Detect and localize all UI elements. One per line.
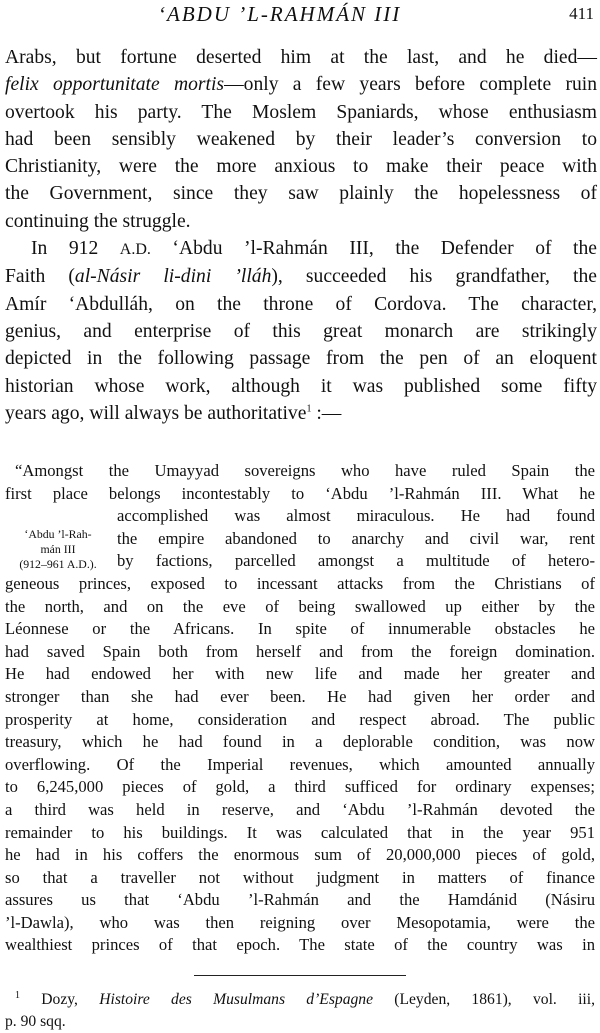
quote-line: accomplished was almost miraculous. He had found bbox=[117, 506, 595, 526]
body-text bbox=[5, 44, 597, 427]
quote-line: prosperity at home, consideration and respect abroad. The public bbox=[5, 709, 595, 729]
quote-line: overflowing. Of the Imperial revenues, which amounted annually bbox=[5, 754, 595, 774]
quote-line: treasury, which he had found in a deplorable condition, was now bbox=[5, 732, 595, 752]
quote-line: wealthiest princes of that epoch. The state of the country was in bbox=[5, 935, 595, 955]
quote-line: He had endowed her with new life and made her greater and bbox=[5, 664, 595, 684]
running-header bbox=[0, 2, 600, 28]
quote-line: so that a traveller not without judgment in matters of finance bbox=[5, 867, 595, 887]
quote-line: “Amongst the Umayyad sovereigns who have ruled Spain the bbox=[15, 461, 595, 480]
italic-phrase: felix opportunitate mortis bbox=[5, 74, 225, 96]
italic-phrase: al-Násir li-dini ’lláh bbox=[74, 266, 272, 288]
text-fragment: Faith ( bbox=[5, 266, 75, 288]
paragraph-2 bbox=[5, 235, 597, 427]
text-line bbox=[5, 263, 597, 290]
text-line: genius, and enterprise of this great monarch are strikingly bbox=[5, 320, 597, 342]
quote-line: Léonnese or the Africans. In spite of innumerable obstacles he bbox=[5, 619, 595, 639]
footnote-divider bbox=[194, 975, 406, 976]
page-number: 411 bbox=[569, 4, 594, 23]
running-title: ‘ABDU ’L-RAHMÁN III bbox=[158, 2, 402, 26]
text-fragment: Dozy, bbox=[20, 991, 100, 1009]
quote-with-margin-note bbox=[5, 505, 595, 573]
text-line: overtook his party. The Moslem Spaniards, whose enthusiasm bbox=[5, 101, 597, 123]
small-caps-era: A.D. bbox=[119, 241, 151, 259]
quote-line: remainder to his buildings. It was calculated that in the year 951 bbox=[5, 822, 595, 842]
text-line bbox=[5, 71, 597, 98]
quote-line: geneous princes, exposed to incessant attacks from the Christians of bbox=[5, 573, 595, 593]
quote-line: by factions, parcelled amongst a multitude of hetero- bbox=[117, 551, 595, 571]
quote-line: had saved Spain both from herself and from the foreign domination. bbox=[5, 641, 595, 661]
text-line: depicted in the following passage from the pen of an eloquent bbox=[5, 348, 597, 370]
quote-line: a third was held in reserve, and ‘Abdu ’l-Rahmán devoted the bbox=[5, 799, 595, 819]
quote-line: the north, and on the eve of being swallowed up either by the bbox=[5, 596, 595, 616]
text-line: historian whose work, although it was published some fifty bbox=[5, 375, 597, 397]
text-fragment: —only a few years before complete ruin bbox=[224, 74, 598, 96]
text-line: had been sensibly weakened by their leader’s conversion to bbox=[5, 128, 597, 150]
text-line: Christianity, were the more anxious to make their peace with bbox=[5, 156, 597, 178]
quote-line: ’l-Dawla), who was then reigning over Mesopotamia, were the bbox=[5, 912, 595, 932]
margin-note-line: mán III bbox=[40, 542, 76, 557]
text-fragment: In 912 bbox=[31, 238, 120, 260]
paragraph-1 bbox=[5, 44, 597, 235]
text-line: Arabs, but fortune deserted him at the last, and he died— bbox=[5, 47, 597, 68]
footnote bbox=[5, 985, 595, 1033]
quote-line: to 6,245,000 pieces of gold, a third sufficed for ordinary expenses; bbox=[5, 777, 595, 797]
text-line: the Government, since they saw plainly the hopelessness of bbox=[5, 183, 597, 205]
quote-line: the empire abandoned to anarchy and civil war, rent bbox=[117, 528, 595, 548]
margin-note-line: ‘Abdu ’l-Rah- bbox=[24, 527, 92, 542]
text-fragment: ‘Abdu ’l-Rahmán III, the Defender of the bbox=[150, 238, 597, 260]
quote-line: assures us that ‘Abdu ’l-Rahmán and the Hamdánid (Násiru bbox=[5, 890, 595, 910]
text-fragment: :— bbox=[311, 402, 342, 424]
footnote-line bbox=[5, 985, 595, 1011]
footnote-ref[interactable]: 1 bbox=[306, 403, 312, 415]
quote-line: stronger than she had ever been. He had given her order and bbox=[5, 686, 595, 706]
text-line: continuing the struggle. bbox=[5, 210, 191, 232]
quote-line: first place belongs incontestably to ‘Abdu ’l-Rahmán III. What he bbox=[5, 483, 595, 503]
margin-note-line: (912–961 A.D.). bbox=[19, 557, 97, 572]
footnote-book-title: Histoire des Musulmans d’Espagne bbox=[99, 991, 374, 1009]
text-line bbox=[5, 400, 597, 427]
quote-line: he had in his coffers the enormous sum of 20,000,000 pieces of gold, bbox=[5, 845, 595, 865]
footnote-mark: 1 bbox=[15, 990, 20, 1001]
text-line: Amír ‘Abdulláh, on the throne of Cordova. The character, bbox=[5, 293, 597, 315]
block-quote bbox=[5, 460, 595, 957]
text-fragment: (Leyden, 1861), vol. iii, bbox=[373, 991, 595, 1009]
text-fragment: ), succeeded his grandfather, the bbox=[271, 266, 597, 288]
footnote-line: p. 90 sqq. bbox=[5, 1013, 66, 1031]
margin-note bbox=[5, 527, 111, 572]
text-fragment: years ago, will always be authoritative bbox=[5, 402, 307, 424]
text-line bbox=[5, 235, 597, 263]
